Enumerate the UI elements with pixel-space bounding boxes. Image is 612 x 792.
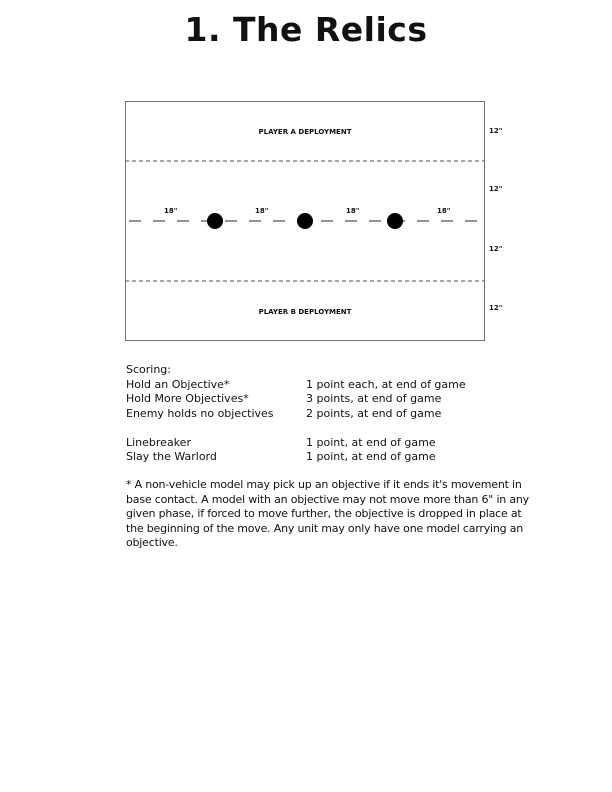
- objective-spacing-label: 18": [346, 207, 360, 215]
- objective-marker: [297, 213, 313, 229]
- scoring-value: 1 point, at end of game: [306, 435, 436, 449]
- spacer: [126, 421, 466, 436]
- scoring-row: [126, 450, 466, 465]
- scoring-name: Linebreaker: [126, 435, 191, 449]
- scoring-name: Slay the Warlord: [126, 450, 217, 463]
- side-distance-label: 12": [489, 127, 503, 135]
- scoring-row: [126, 392, 466, 407]
- objective-marker: [387, 213, 403, 229]
- scoring-value: 1 point each, at end of game: [306, 377, 466, 391]
- scoring-heading: Scoring:: [126, 363, 171, 376]
- deployment-zone-b-label: PLAYER B DEPLOYMENT: [258, 308, 352, 316]
- scoring-section: [126, 363, 466, 465]
- objective-spacing-label: 18": [164, 207, 178, 215]
- scoring-name: Enemy holds no objectives: [126, 406, 274, 420]
- scoring-row: [126, 436, 466, 451]
- objective-spacing-label: 18": [255, 207, 269, 215]
- scoring-value: 3 points, at end of game: [306, 392, 442, 405]
- scoring-name: Hold an Objective*: [126, 377, 230, 391]
- scoring-row: [126, 407, 466, 422]
- objective-rules-note: * A non-vehicle model may pick up an objective if it ends it's movement in base contact. A model with an objective may not move more than 6" in any given phase, if forced to move further, the objective is dropped in place at the beginning of the move. Any unit may only have one model carrying an objective.: [126, 478, 529, 549]
- objective-marker: [207, 213, 223, 229]
- deployment-zone-a-label: PLAYER A DEPLOYMENT: [258, 128, 352, 136]
- side-distance-label: 12": [489, 185, 503, 193]
- map-lines: [125, 101, 485, 341]
- side-distance-label: 12": [489, 304, 503, 312]
- scoring-name: Hold More Objectives*: [126, 392, 249, 405]
- scoring-value: 1 point, at end of game: [306, 450, 436, 463]
- objective-spacing-label: 18": [437, 207, 451, 215]
- page-title: 1. The Relics: [184, 10, 428, 49]
- scoring-row: [126, 378, 466, 393]
- scoring-value: 2 points, at end of game: [306, 406, 442, 420]
- side-distance-label: 12": [489, 245, 503, 253]
